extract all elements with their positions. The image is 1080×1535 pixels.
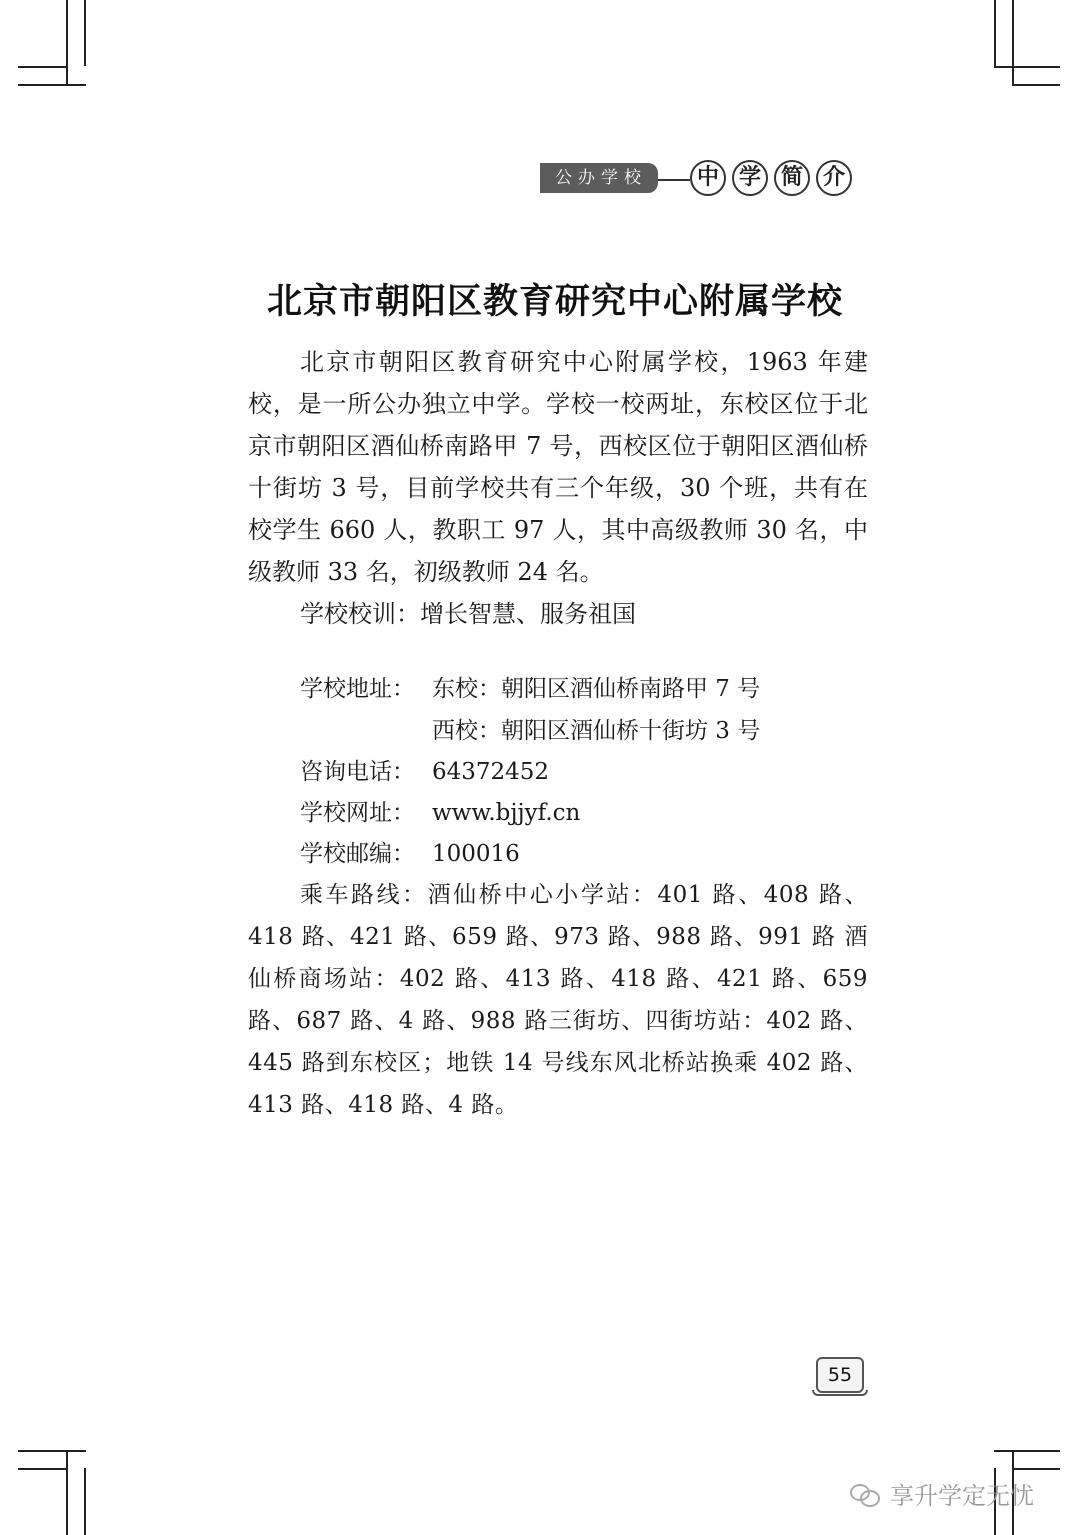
chapter-char: 简 — [774, 160, 810, 196]
crop-mark — [18, 66, 68, 68]
address-west: 西校：朝阳区酒仙桥十街坊 3 号 — [432, 718, 761, 744]
chapter-title — [690, 160, 852, 196]
crop-mark — [1012, 84, 1060, 86]
crop-mark — [66, 0, 68, 86]
postcode-value: 100016 — [432, 841, 520, 867]
address-label: 学校地址： — [300, 676, 415, 702]
crop-mark — [1012, 1468, 1060, 1470]
website-value: www.bjjyf.cn — [432, 800, 581, 826]
page-title: 北京市朝阳区教育研究中心附属学校 — [266, 282, 843, 322]
crop-mark — [18, 1450, 86, 1452]
intro-block — [248, 341, 868, 635]
header-connector — [658, 179, 690, 181]
chapter-char: 介 — [816, 160, 852, 196]
crop-mark — [994, 1450, 1060, 1452]
page-number-base — [812, 1390, 868, 1396]
crop-mark — [1012, 0, 1014, 86]
crop-mark — [994, 0, 996, 66]
route-text: 酒仙桥中心小学站：401 路、408 路、418 路、421 路、659 路、973 路、988 路、991 路 酒仙桥商场站：402 路、413 路、418 路、421 路、659 路、687 路、4 路、988 路三街坊、四街坊站：402 路、445 路到东校区；地铁 14 号线东风北桥站换乘 402 路、413 路、418 路、4 路。 — [248, 882, 869, 1118]
motto: 学校校训：增长智慧、服务祖国 — [300, 600, 636, 628]
crop-mark — [18, 1468, 68, 1470]
address-east: 东校：朝阳区酒仙桥南路甲 7 号 — [432, 676, 761, 702]
website-label: 学校网址： — [300, 800, 415, 826]
watermark — [850, 1476, 1034, 1511]
route-label: 乘车路线： — [300, 882, 428, 908]
crop-mark — [994, 66, 1060, 68]
intro-paragraph: 北京市朝阳区教育研究中心附属学校，1963 年建校，是一所公办独立中学。学校一校两址，东校区位于北京市朝阳区酒仙桥南路甲 7 号，西校区位于朝阳区酒仙桥十街坊 3 号，目前学校共有三个年级，30 个班，共有在校学生 660 人，教职工 97 人，其中高级教师 30 名，中级教师 33 名，初级教师 24 名。 — [248, 348, 868, 586]
page-number: 55 — [816, 1357, 864, 1393]
wechat-icon — [850, 1482, 880, 1506]
phone-label: 咨询电话： — [300, 759, 415, 785]
crop-mark — [66, 1450, 68, 1535]
crop-mark — [18, 84, 86, 86]
route-block — [248, 874, 868, 1126]
watermark-text: 享升学定无忧 — [890, 1482, 1034, 1510]
chapter-char: 学 — [732, 160, 768, 196]
section-tag: 公办学校 — [540, 163, 658, 193]
postcode-label: 学校邮编： — [300, 841, 415, 867]
crop-mark — [84, 0, 86, 66]
crop-mark — [84, 1468, 86, 1535]
phone-value: 64372452 — [432, 759, 550, 785]
chapter-char: 中 — [690, 160, 726, 196]
